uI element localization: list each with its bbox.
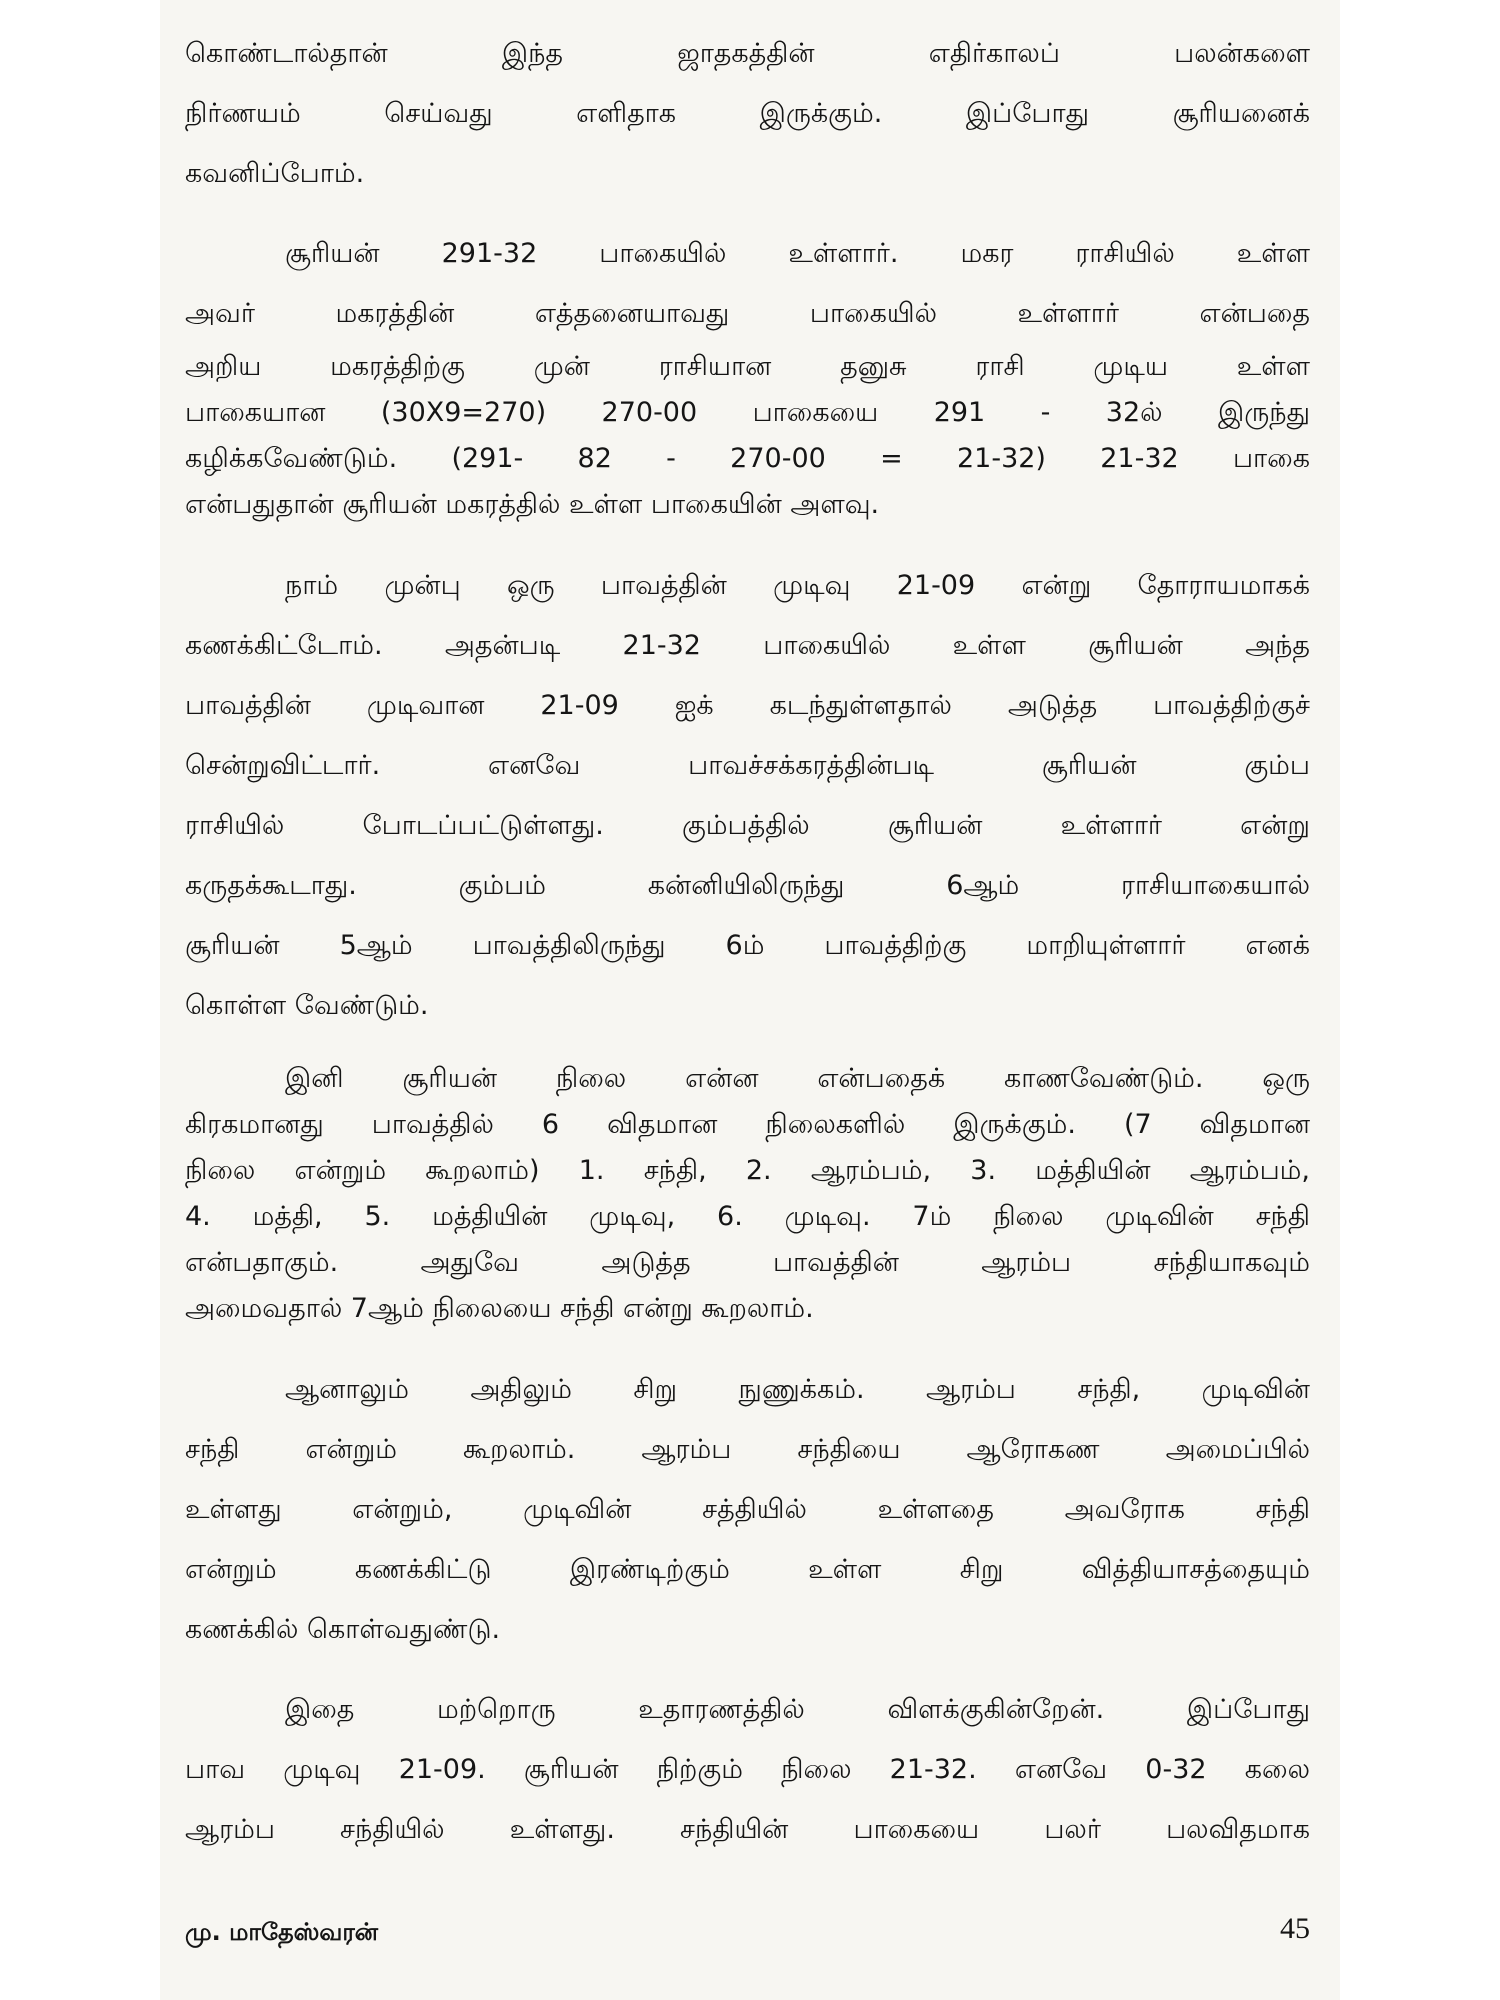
- text-line: அவர் மகரத்தின் எத்தனையாவது பாகையில் உள்ளார் என்பதை: [185, 298, 1310, 329]
- text-line: என்றும் கணக்கிட்டு இரண்டிற்கும் உள்ள சிறு வித்தியாசத்தையும்: [185, 1554, 1310, 1585]
- text-line: நிலை என்றும் கூறலாம்) 1. சந்தி, 2. ஆரம்பம், 3. மத்தியின் ஆரம்பம்,: [185, 1155, 1310, 1186]
- text-line: கொள்ள வேண்டும்.: [185, 990, 429, 1021]
- text-line: இனி சூரியன் நிலை என்ன என்பதைக் காணவேண்டும். ஒரு: [285, 1063, 1310, 1094]
- text-line: சென்றுவிட்டார். எனவே பாவச்சக்கரத்தின்படி சூரியன் கும்ப: [185, 750, 1310, 781]
- text-line: பாகையான (30X9=270) 270-00 பாகையை 291 - 32ல் இருந்து: [185, 397, 1310, 428]
- paragraph-5: [185, 1056, 1310, 1332]
- page-footer: [185, 1912, 1310, 1958]
- paragraph-2: [185, 224, 1310, 344]
- paragraph-7: [185, 1680, 1310, 1860]
- text-line: கிரகமானது பாவத்தில் 6 விதமான நிலைகளில் இருக்கும். (7 விதமான: [185, 1109, 1310, 1140]
- text-line: கருதக்கூடாது. கும்பம் கன்னியிலிருந்து 6ஆம் ராசியாகையால்: [185, 870, 1310, 901]
- text-line: சூரியன் 5ஆம் பாவத்திலிருந்து 6ம் பாவத்திற்கு மாறியுள்ளார் எனக்: [185, 930, 1310, 961]
- paragraph-1: [185, 24, 1310, 204]
- text-line: என்பதாகும். அதுவே அடுத்த பாவத்தின் ஆரம்ப சந்தியாகவும்: [185, 1247, 1310, 1278]
- text-line: சூரியன் 291-32 பாகையில் உள்ளார். மகர ராசியில் உள்ள: [285, 238, 1310, 269]
- text-line: பாவத்தின் முடிவான 21-09 ஐக் கடந்துள்ளதால் அடுத்த பாவத்திற்குச்: [185, 690, 1310, 721]
- text-line: கொண்டால்தான் இந்த ஜாதகத்தின் எதிர்காலப் பலன்களை: [185, 38, 1310, 69]
- text-line: அறிய மகரத்திற்கு முன் ராசியான தனுசு ராசி முடிய உள்ள: [185, 351, 1310, 382]
- paragraph-3: [185, 344, 1310, 528]
- text-line: சந்தி என்றும் கூறலாம். ஆரம்ப சந்தியை ஆரோகண அமைப்பில்: [185, 1434, 1310, 1465]
- page-number: 45: [1280, 1912, 1310, 1945]
- text-line: அமைவதால் 7ஆம் நிலையை சந்தி என்று கூறலாம்.: [185, 1293, 814, 1324]
- text-line: நிர்ணயம் செய்வது எளிதாக இருக்கும். இப்போது சூரியனைக்: [185, 98, 1310, 129]
- page-body: [185, 24, 1310, 1860]
- text-line: கணக்கிட்டோம். அதன்படி 21-32 பாகையில் உள்ள சூரியன் அந்த: [185, 630, 1310, 661]
- text-line: ஆரம்ப சந்தியில் உள்ளது. சந்தியின் பாகையை பலர் பலவிதமாக: [185, 1814, 1310, 1845]
- text-line: ராசியில் போடப்பட்டுள்ளது. கும்பத்தில் சூரியன் உள்ளார் என்று: [185, 810, 1310, 841]
- text-line: கவனிப்போம்.: [185, 158, 365, 189]
- author-name: மு. மாதேஸ்வரன்: [185, 1918, 379, 1946]
- text-line: உள்ளது என்றும், முடிவின் சத்தியில் உள்ளதை அவரோக சந்தி: [185, 1494, 1310, 1525]
- text-line: இதை மற்றொரு உதாரணத்தில் விளக்குகின்றேன். இப்போது: [285, 1694, 1310, 1725]
- text-line: 4. மத்தி, 5. மத்தியின் முடிவு, 6. முடிவு. 7ம் நிலை முடிவின் சந்தி: [185, 1201, 1310, 1232]
- text-line: பாவ முடிவு 21-09. சூரியன் நிற்கும் நிலை 21-32. எனவே 0-32 கலை: [185, 1754, 1310, 1785]
- text-line: கழிக்கவேண்டும். (291- 82 - 270-00 = 21-32) 21-32 பாகை: [185, 443, 1310, 474]
- text-line: நாம் முன்பு ஒரு பாவத்தின் முடிவு 21-09 என்று தோராயமாகக்: [285, 570, 1310, 601]
- paragraph-6: [185, 1360, 1310, 1660]
- text-line: என்பதுதான் சூரியன் மகரத்தில் உள்ள பாகையின் அளவு.: [185, 489, 880, 520]
- paragraph-4: [185, 556, 1310, 1036]
- text-line: கணக்கில் கொள்வதுண்டு.: [185, 1614, 501, 1645]
- text-line: ஆனாலும் அதிலும் சிறு நுணுக்கம். ஆரம்ப சந்தி, முடிவின்: [285, 1374, 1310, 1405]
